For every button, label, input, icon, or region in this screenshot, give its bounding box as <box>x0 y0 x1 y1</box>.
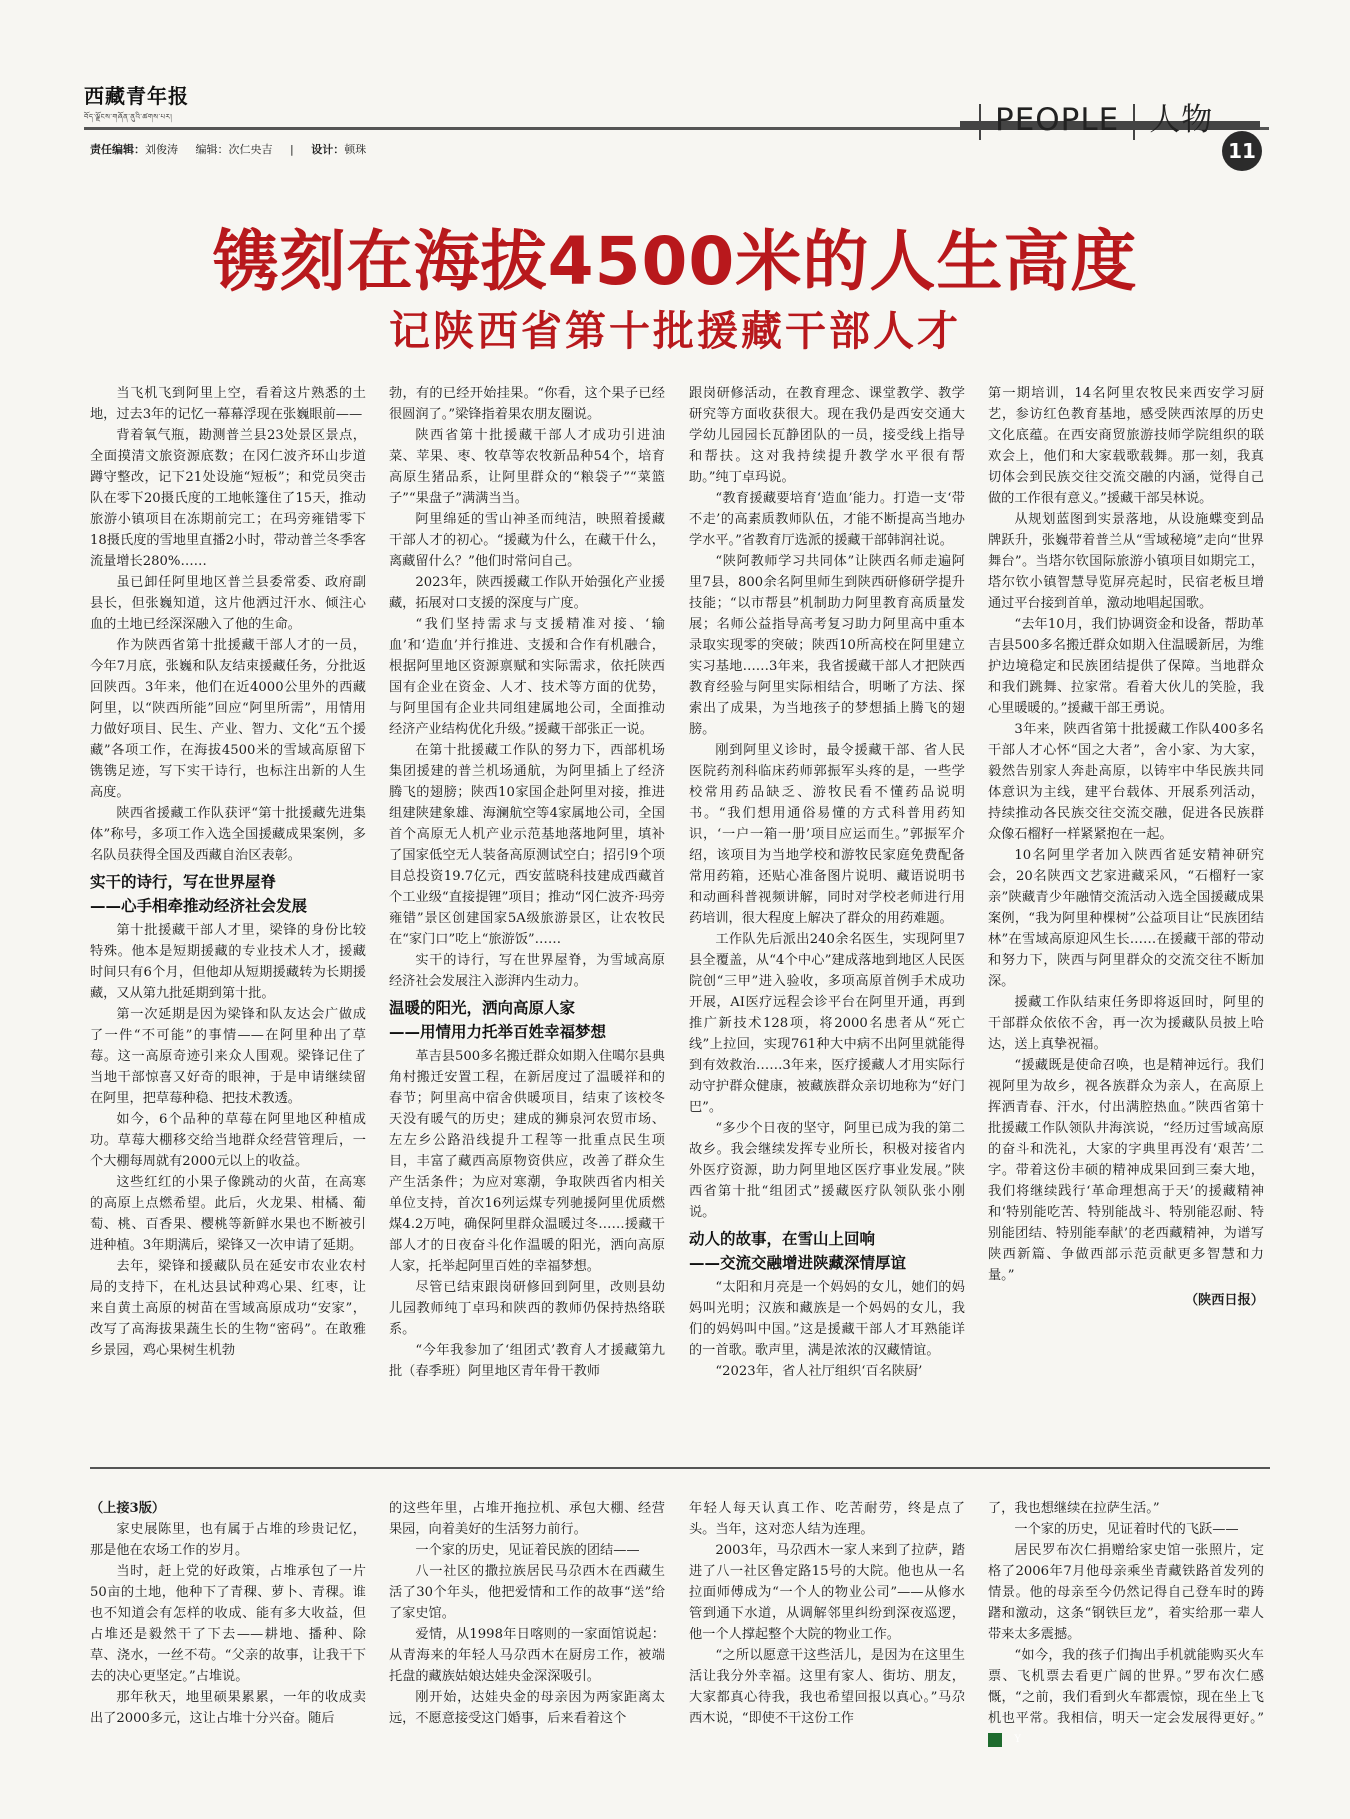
section-en: PEOPLE <box>995 102 1120 138</box>
paragraph: 3年来，陕西省第十批援藏工作队400多名干部人才心怀“国之大者”，舍小家、为大家，毅然告别家人奔赴高原，以铸牢中华民族共同体意识为主线，建平台载体、开展系列活动，持续推动各民族交往交流交融，促进各民族群众像石榴籽一样紧紧抱在一起。 <box>988 722 1264 842</box>
editor2-name: 次仁央吉 <box>228 143 273 156</box>
paragraph: 当时，赶上党的好政策，占堆承包了一片50亩的土地，他种下了青稞、萝卜、青稞。谁也不知道会有怎样的收成、能有多大收益，但占堆还是毅然干了下去——耕地、播种、除草、浇水，一丝不苟。“父亲的故事，让我干下去的决心更坚定。”占堆说。 <box>90 1564 366 1684</box>
continued-column-1 <box>90 1498 366 1729</box>
design-label: 设计： <box>311 143 345 156</box>
paragraph: 10名阿里学者加入陕西省延安精神研究会，20名陕西文艺家进藏采风，“石榴籽一家亲”陕藏青少年融情交流活动入选全国援藏成果案例，“我为阿里种棵树”公益项目让“民族团结林”在雪域高原迎风生长……在援藏干部的带动和努力下，陕西与阿里群众的交流交往不断加深。 <box>988 848 1264 989</box>
paragraph: “多少个日夜的坚守，阿里已成为我的第二故乡。我会继续发挥专业所长，积极对接省内外医疗资源，助力阿里地区医疗事业发展。”陕西省第十批“组团式”援藏医疗队领队张小刚说。 <box>689 1121 965 1220</box>
subheadline: 记陕西省第十批援藏干部人才 <box>389 307 961 355</box>
paragraph: 2003年，马尕西木一家人来到了拉萨，踏进了八一社区鲁定路15号的大院。他也从一名拉面师傅成为“一个人的物业公司”——从修水管到通下水道，从调解邻里纠纷到深夜巡逻，他一个人撑起整个大院的物业工作。 <box>689 1543 965 1642</box>
paragraph-text: “如今，我的孩子们掏出手机就能购买火车票、飞机票去看更广阔的世界。”罗布次仁感慨，“之前，我们看到火车都震惊，现在坐上飞机也平常。我相信，明天一定会发展得更好。” <box>988 1648 1264 1726</box>
section-heading-title: 动人的故事，在雪山上回响 <box>689 1230 876 1248</box>
paragraph: 革吉县500多名搬迁群众如期入住噶尔县典角村搬迁安置工程，在新居度过了温暖祥和的春节；阿里高中宿舍供暖项目，结束了该校冬天没有暖气的历史；建成的狮泉河农贸市场、左左乡公路沿线提升工程等一批重点民生项目，丰富了藏西高原物资供应，改善了群众生产生活条件；为应对寒潮，争取陕西省内相关单位支持，首次16列运煤专列驰援阿里优质燃煤4.2万吨，确保阿里群众温暖过冬……援藏干部人才的日夜奋斗化作温暖的阳光，洒向高原人家，托举起阿里百姓的幸福梦想。 <box>389 1049 665 1274</box>
editor2-label: 编辑： <box>195 143 229 156</box>
continued-column-3 <box>689 1498 965 1729</box>
section-cn: 人物 <box>1149 102 1214 138</box>
section-heading-2 <box>389 996 665 1044</box>
section-heading-title: 实干的诗行，写在世界屋脊 <box>90 873 277 891</box>
paragraph: 阿里绵延的雪山神圣而纯洁，映照着援藏干部人才的初心。“援藏为什么，在藏干什么，离藏留什么？”他们时常问自己。 <box>389 512 665 569</box>
section-divider <box>979 104 981 140</box>
section-heading-3 <box>689 1227 965 1275</box>
paragraph: 家史展陈里，也有属于占堆的珍贵记忆，那是他在农场工作的岁月。 <box>90 1522 366 1558</box>
headline: 镌刻在海拔4500米的人生高度 <box>212 223 1138 300</box>
paragraph: “教育援藏要培育‘造血’能力。打造一支‘带不走’的高素质教师队伍，才能不断提高当地办学水平。”省教育厅选派的援藏干部韩润社说。 <box>689 491 965 548</box>
paragraph: 第十批援藏干部人才里，梁锋的身份比较特殊。他本是短期援藏的专业技术人才，援藏时间只有6个月，但他却从短期援藏转为长期援藏，又从第九批延期到第十批。 <box>90 923 366 1001</box>
paragraph: “今年我参加了‘组团式’教育人才援藏第九批（春季班）阿里地区青年骨干教师 <box>389 1343 665 1379</box>
credit-separator: | <box>290 143 294 156</box>
paragraph: 刚到阿里义诊时，最令援藏干部、省人民医院药剂科临床药师郭振军头疼的是，一些学校常用药品缺乏、游牧民看不懂药品说明书。“我们想用通俗易懂的方式科普用药知识，‘一户一箱一册’项目应运而生。”郭振军介绍，该项目为当地学校和游牧民家庭免费配备常用药箱，还贴心准备图片说明、藏语说明书和动画科普视频讲解，同时对学校老师进行用药培训，很大程度上解决了群众的用药难题。 <box>689 743 965 926</box>
paragraph: 工作队先后派出240余名医生，实现阿里7县全覆盖，从“4个中心”建成落地到地区人民医院创“三甲”进入验收，多项高原首例手术成功开展，AI医疗远程会诊平台在阿里开通，再到推广新技术128项，将2000名患者从“死亡线”上拉回，实现761种大中病不出阿里就能得到有效救治……3年来，医疗援藏人才用实际行动守护群众健康，被藏族群众亲切地称为“好门巴”。 <box>689 932 965 1115</box>
masthead <box>84 80 189 129</box>
paragraph <box>988 1645 1264 1750</box>
paragraph: 居民罗布次仁捐赠给家史馆一张照片，定格了2006年7月他母亲乘坐青藏铁路首发列的情景。他的母亲至今仍然记得自己登车时的踌躇和激动，这条“钢铁巨龙”，着实给那一辈人带来太多震撼。 <box>988 1543 1264 1642</box>
continued-column-4 <box>988 1498 1264 1750</box>
paragraph: 援藏工作队结束任务即将返回时，阿里的干部群众依依不舍，再一次为援藏队员披上哈达，送上真挚祝福。 <box>988 995 1264 1052</box>
paragraph: 一个家的历史，见证着时代的飞跃—— <box>1014 1522 1239 1537</box>
paragraph: “之所以愿意干这些活儿，是因为在这里生活让我分外幸福。这里有家人、街坊、朋友，大家都真心待我，我也希望回报以真心。”马尕西木说，“即使不干这份工作 <box>689 1648 965 1726</box>
paragraph: “太阳和月亮是一个妈妈的女儿，她们的妈妈叫光明；汉族和藏族是一个妈妈的女儿，我们的妈妈叫中国。”这是援藏干部人才耳熟能详的一首歌。歌声里，满是浓浓的汉藏情谊。 <box>689 1280 965 1358</box>
paragraph: 实干的诗行，写在世界屋脊，为雪域高原经济社会发展注入澎湃内生动力。 <box>389 953 665 989</box>
paragraph: 背着氧气瓶，勘测普兰县23处景区景点，全面摸清文旅资源底数；在冈仁波齐环山步道蹲守整改，记下21处设施“短板”；和党员突击队在零下20摄氏度的工地帐篷住了15天，推动旅游小镇项目在冻期前完工；在玛旁雍错零下18摄氏度的雪地里直播2小时，带动普兰冬季客流量增长280%…… <box>90 428 366 569</box>
credit-line <box>90 141 380 157</box>
paragraph: 第一期培训，14名阿里农牧民来西安学习厨艺，参访红色教育基地，感受陕西浓厚的历史文化底蕴。在西安商贸旅游技师学院组织的联欢会上，他们和大家载歌载舞。那一刻，我真切体会到民族交往交流交融的内涵，觉得自己做的工作很有意义。”援藏干部吴林说。 <box>988 386 1264 506</box>
paragraph: 当飞机飞到阿里上空，看着这片熟悉的土地，过去3年的记忆一幕幕浮现在张巍眼前—— <box>90 386 366 422</box>
paragraph: 2023年，陕西援藏工作队开始强化产业援藏，拓展对口支援的深度与广度。 <box>389 575 665 611</box>
section-heading-subtitle: ——心手相牵推动经济社会发展 <box>90 897 308 915</box>
newspaper-logo: 西藏青年报 <box>84 84 189 108</box>
editor-name: 刘俊涛 <box>145 143 178 156</box>
paragraph: 爱情，从1998年日喀则的一家面馆说起：从青海来的年轻人马尕西木在厨房工作，被端托盘的藏族姑娘达娃央金深深吸引。 <box>389 1627 665 1684</box>
section-divider <box>1133 104 1135 140</box>
article-column-3 <box>689 383 965 1382</box>
newspaper-logo-tibetan: བོད་ལྗོངས་གཞོན་ནུའི་ཚགས་པར། <box>84 113 173 121</box>
article-column-4 <box>988 383 1264 1311</box>
paragraph: 陕西省第十批援藏干部人才成功引进油菜、苹果、枣、牧草等农牧新品种54个，培育高原生猪品系，让阿里群众的“粮袋子”“菜篮子”“果盘子”满满当当。 <box>389 428 665 506</box>
paragraph: 作为陕西省第十批援藏干部人才的一员，今年7月底，张巍和队友结束援藏任务，分批返回陕西。3年来，他们在近4000公里外的西藏阿里，以“陕西所能”回应“阿里所需”，用情用力做好项目、民生、产业、智力、文化“五个援藏”各项工作，在海拔4500米的雪域高原留下镌镌足迹，写下实干诗行，也标注出新的人生高度。 <box>90 638 366 800</box>
paragraph: 如今，6个品种的草莓在阿里地区种植成功。草莓大棚移交给当地群众经营管理后，一个大棚每周就有2000元以上的收益。 <box>90 1112 366 1169</box>
paragraph: 年轻人每天认真工作、吃苦耐劳，终是点了头。当年，这对恋人结为连理。 <box>689 1501 965 1537</box>
article-source: （陕西日报） <box>1184 1293 1264 1308</box>
paragraph: “陕阿教师学习共同体”让陕西名师走遍阿里7县，800余名阿里师生到陕西研修研学提升技能；“以市帮县”机制助力阿里教育高质量发展；名师公益指导高考复习助力阿里高中重本录取实现零的突破；陕西10所高校在阿里建立实习基地……3年来，我省援藏干部人才把陕西教育经验与阿里实际相结合，明晰了方法、探索出了成果，为当地孩子的梦想插上腾飞的翅膀。 <box>689 554 965 737</box>
paragraph: 那年秋天，地里硕果累累，一年的收成卖出了2000多元，这让占堆十分兴奋。随后 <box>90 1690 366 1726</box>
continued-column-2 <box>389 1498 665 1729</box>
end-mark-icon: Y <box>988 1733 1002 1747</box>
paragraph: 虽已卸任阿里地区普兰县委常委、政府副县长，但张巍知道，这片他洒过汗水、倾注心血的土地已经深深融入了他的生命。 <box>90 575 366 632</box>
paragraph: 勃，有的已经开始挂果。“你看，这个果子已经很圆润了。”梁锋指着果农朋友圈说。 <box>389 386 665 422</box>
paragraph: 跟岗研修活动，在教育理念、课堂教学、教学研究等方面收获很大。现在我仍是西安交通大学幼儿园园长瓦静团队的一员，接受线上指导和帮扶。这对我持续提升教学水平很有帮助。”纯丁卓玛说。 <box>689 386 965 485</box>
paragraph: 了，我也想继续在拉萨生活。” <box>988 1501 1160 1516</box>
editor-label: 责任编辑： <box>90 143 145 156</box>
paragraph: 去年，梁锋和援藏队员在延安市农业农村局的支持下，在札达县试种鸡心果、红枣，让来自黄土高原的树苗在雪域高原成功“安家”，改写了高海拔果蔬生长的生物“密码”。在敢雅乡景园，鸡心果树生机勃 <box>90 1259 366 1358</box>
paragraph: 这些红红的小果子像跳动的火苗，在高寒的高原上点燃希望。此后，火龙果、柑橘、葡萄、桃、百香果、樱桃等新鲜水果也不断被引进种植。3年期满后，梁锋又一次申请了延期。 <box>90 1175 366 1253</box>
page-number: 11 <box>1222 131 1262 171</box>
design-name: 顿珠 <box>344 143 367 156</box>
section-rule <box>90 1467 1270 1469</box>
paragraph: 在第十批援藏工作队的努力下，西部机场集团援建的普兰机场通航，为阿里插上了经济腾飞的翅膀；陕西10家国企赴阿里对接，推进组建陕建象雄、海澜航空等4家属地公司，全国首个高原无人机产业示范基地落地阿里，填补了国家低空无人装备高原测试空白；招引9个项目总投资19.7亿元，西安蓝晓科技建成西藏首个工业级“直接提锂”项目；推动“冈仁波齐·玛旁雍错”景区创建国家5A级旅游景区，让农牧民在“家门口”吃上“旅游饭”…… <box>389 743 665 947</box>
article-column-1 <box>90 383 366 1361</box>
article-column-2 <box>389 383 665 1382</box>
paragraph: “去年10月，我们协调资金和设备，帮助革吉县500多名搬迁群众如期入住温暖新居，为维护边境稳定和民族团结提供了保障。当地群众和我们跳舞、拉家常。看着大伙儿的笑脸，我心里暖暖的。”援藏干部王勇说。 <box>988 617 1264 716</box>
paragraph: “我们坚持需求与支援精准对接、‘输血’和‘造血’并行推进、支援和合作有机融合，根据阿里地区资源禀赋和实际需求，依托陕西国有企业在资金、人才、技术等方面的优势，与阿里国有企业共同组建属地公司，全面推动经济产业结构优化升级。”援藏干部张正一说。 <box>389 617 665 737</box>
paragraph: 八一社区的撒拉族居民马尕西木在西藏生活了30个年头，他把爱情和工作的故事“送”给了家史馆。 <box>389 1564 665 1621</box>
continued-label: （上接3版） <box>90 1501 166 1516</box>
paragraph: 刚开始，达娃央金的母亲因为两家距离太远，不愿意接受这门婚事，后来看着这个 <box>389 1690 665 1726</box>
paragraph: 第一次延期是因为梁锋和队友达会广做成了一件“不可能”的事情——在阿里种出了草莓。这一高原奇迹引来众人围观。梁锋记住了当地干部惊喜又好奇的眼神，于是申请继续留在阿里，把草莓种稳、把技术教透。 <box>90 1007 366 1106</box>
section-tag <box>965 94 1213 140</box>
section-heading-1 <box>90 870 366 918</box>
paragraph: 一个家的历史，见证着民族的团结—— <box>415 1543 640 1558</box>
paragraph: “援藏既是使命召唤，也是精神远行。我们视阿里为故乡，视各族群众为亲人，在高原上挥洒青春、汗水，付出满腔热血。”陕西省第十批援藏工作队领队井海滨说，“经历过雪域高原的奋斗和洗礼，大家的字典里再没有‘艰苦’二字。带着这份丰硕的精神成果回到三秦大地，我们将继续践行‘革命理想高于天’的援藏精神和‘特别能吃苦、特别能战斗、特别能忍耐、特别能团结、特别能奉献’的老西藏精神，为谱写陕西新篇、争做西部示范贡献更多智慧和力量。” <box>988 1058 1264 1283</box>
paragraph: 陕西省援藏工作队获评“第十批援藏先进集体”称号，多项工作入选全国援藏成果案例，多名队员获得全国及西藏自治区表彰。 <box>90 806 366 863</box>
section-heading-subtitle: ——交流交融增进陕藏深情厚谊 <box>689 1254 907 1272</box>
paragraph: 的这些年里，占堆开拖拉机、承包大棚、经营果园，向着美好的生活努力前行。 <box>389 1501 665 1537</box>
section-heading-subtitle: ——用情用力托举百姓幸福梦想 <box>389 1023 607 1041</box>
section-heading-title: 温暖的阳光，洒向高原人家 <box>389 999 576 1017</box>
paragraph: “2023年，省人社厅组织‘百名陕厨’ <box>715 1364 923 1379</box>
paragraph: 从规划蓝图到实景落地，从设施蝶变到品牌跃升，张巍带着普兰从“雪域秘境”走向“世界舞台”。当塔尔钦国际旅游小镇项目如期完工，塔尔钦小镇智慧导览屏亮起时，民宿老板旦增通过平台接到首单，激动地唱起国歌。 <box>988 512 1264 611</box>
paragraph: 尽管已结束跟岗研修回到阿里，改则县幼儿园教师纯丁卓玛和陕西的教师仍保持热络联系。 <box>389 1280 665 1337</box>
